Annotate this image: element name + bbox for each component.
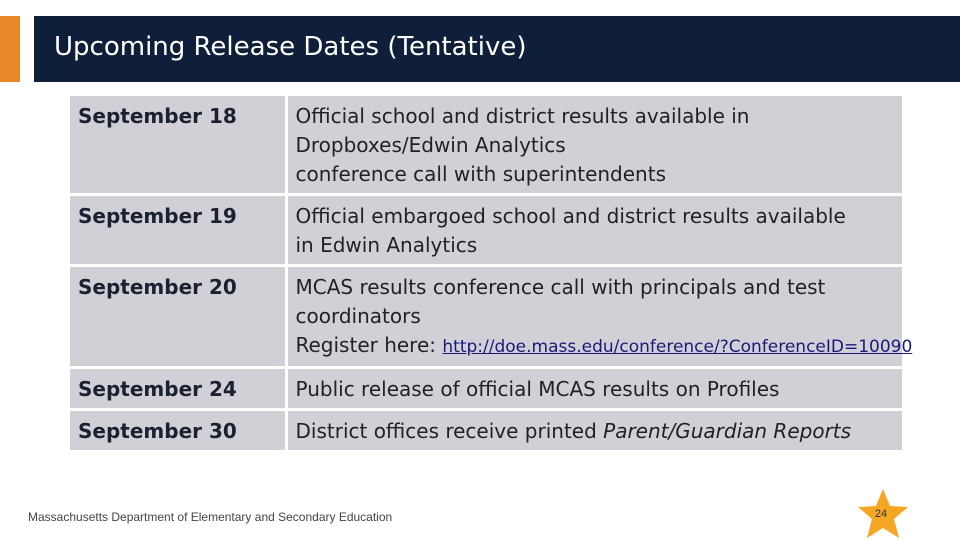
description-text: District offices receive printed [295,419,604,443]
description-line: Dropboxes/Edwin Analytics [295,133,566,157]
description-line: Official school and district results available in [295,104,750,128]
register-line [295,331,913,362]
release-schedule-table [70,96,913,453]
description-line: conference call with superintendents [295,162,666,186]
report-name: Parent/Guardian Reports [603,419,852,443]
table-row [70,96,902,195]
description-line: Public release of official MCAS results on Profiles [295,377,780,401]
register-label: Register here: [295,333,443,357]
date-cell: September 19 [70,195,286,266]
description-line: coordinators [295,304,421,328]
conference-registration-link[interactable]: http://doe.mass.edu/conference/?ConferenceID=10090 [442,337,913,357]
page-number: 24 [874,508,888,520]
description-line [296,417,895,446]
description-cell [286,266,913,368]
accent-bar [0,16,20,82]
table-row [70,368,902,410]
page-title: Upcoming Release Dates (Tentative) [54,32,527,62]
table-row [70,410,902,452]
description-cell [286,195,902,266]
table-row [70,266,902,368]
footer-organization: Massachusetts Department of Elementary and Secondary Education [28,510,393,524]
title-bar [34,16,960,82]
date-cell: September 18 [70,96,286,195]
description-line: MCAS results conference call with principals and test [295,275,826,299]
date-cell: September 20 [70,266,286,368]
description-line: in Edwin Analytics [295,233,478,257]
date-cell: September 24 [70,368,286,410]
description-line: Official embargoed school and district results available [295,204,846,228]
description-cell [286,96,902,195]
description-cell [286,368,902,410]
date-cell: September 30 [70,410,286,452]
description-cell [286,410,902,452]
table-row [70,195,902,266]
